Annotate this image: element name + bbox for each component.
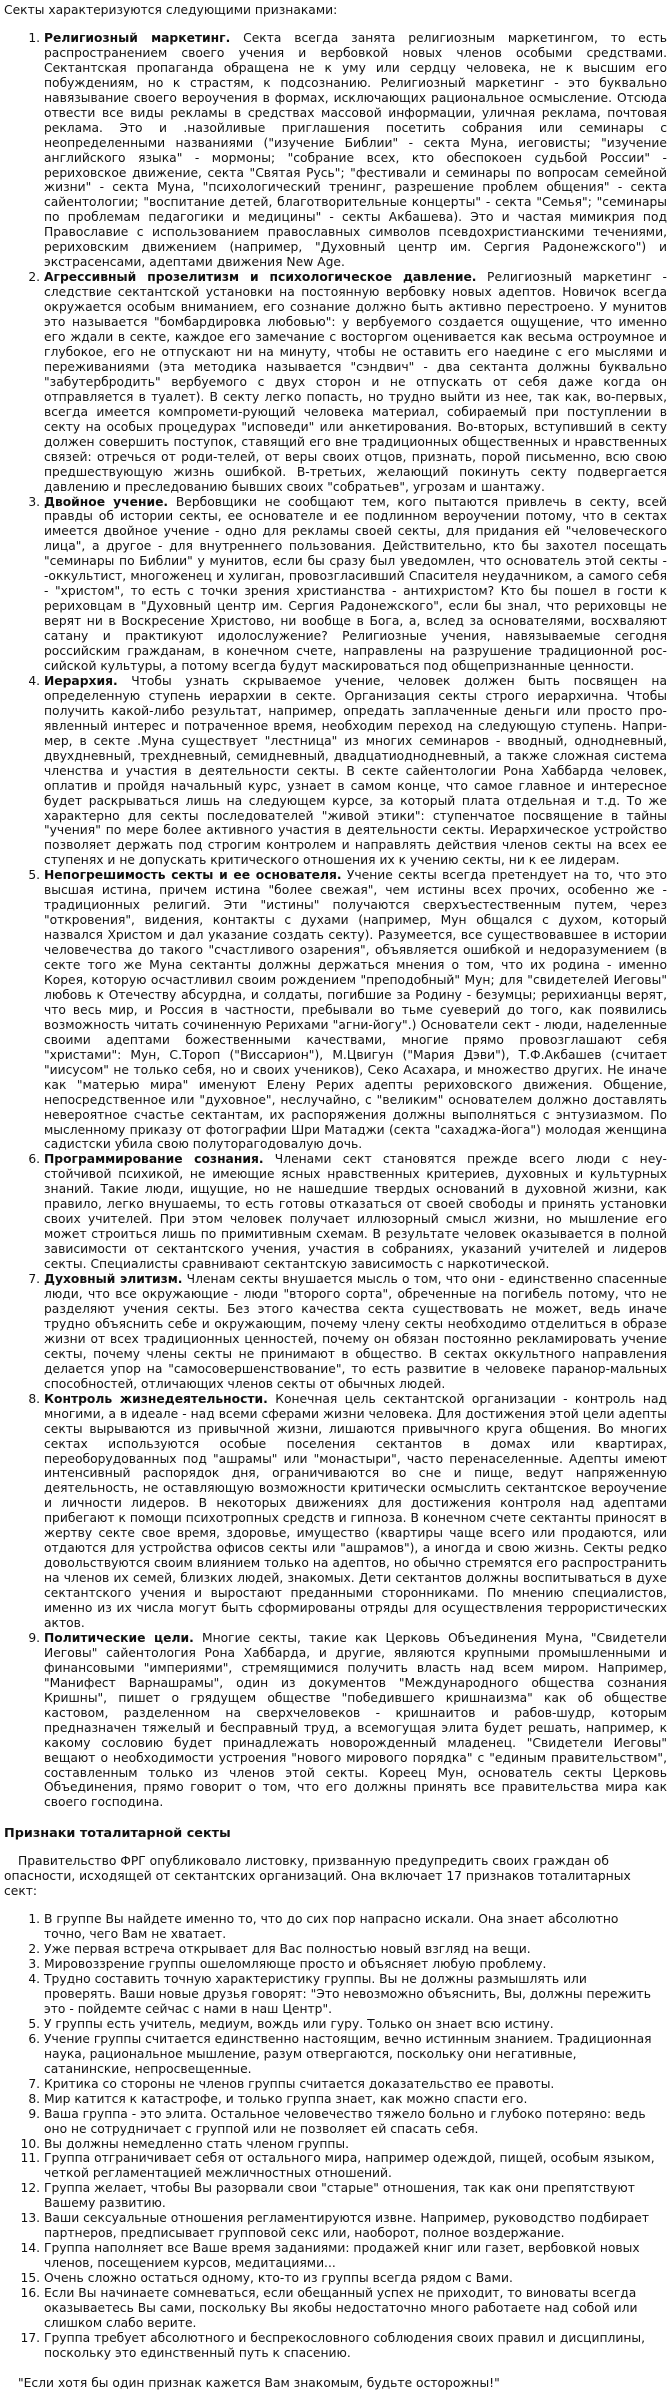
section-intro: Правительство ФРГ опубликовало листовку, призванную предупредить своих граждан об опасности, исходящей от сектантских организаций. Она включает 17 признаков тоталитарных сект: (4, 1854, 631, 1899)
list-item: 12. Группа желает, чтобы Вы разорвали свои "старые" отношения, так как они препятствуют Вашему развитию. (44, 2181, 656, 2211)
list-item (44, 1152, 667, 1272)
intro-text: Секты характеризуются следующими признаками: (4, 3, 338, 17)
list-item (44, 1272, 667, 1392)
item-text: Учение секты всегда претендует на то, что это высшая истина, причем истина "более свежая", чем истины всех прочих, особенно же - традиционных религий. Эти "истины" получаются сверхъестественным путем, через "откровения", видения, контакты с духами (например, Мун общался с духом, который назвался Христом и дал указание создать секту). Разумеется, все существовавшее в истории человечества до такого "счастливого озарения", объявляется ошибкой и недоразумением (в секте того же Муна сектанты должны держаться мнения о том, что их родина - именно Корея, которую осчастливил своим рождением "преподобный" Мун; для "свидетелей Иеговы" любовь к Отечеству абсурдна, и солдаты, погибшие за Родину - безумцы; рерихианцы верят, что весь мир, и Россия в частности, пребывали во тьме суеверий до того, как появились возможность читать сочиненную Рерихами "агни-йогу".) Основатели сект - люди, наделенные своими адептами божественными качествами, многие прямо провозглашают себя "христами": Мун, С.Тороп ("Виссарион"), М.Цвигун ("Мария Дэви"), Т.Ф.Акбашев (считает "иисусом" не только себя, но и своих учеников), Секо Асахара, и множество других. Не иначе как "матерью мира" именуют Елену Рерих адепты рериховского движения. Общение, непосредственное или "духовное", неслучайно, с "великим" основателем должно доставлять невероятное счастье сектантам, их распоряжения должны выполняться с энтузиазмом. По мысленному приказу от фотографии Шри Матаджи (секта "сахаджа-йога") молодая женщина садистски убила свою полуторагодовалую дочь. (44, 868, 667, 1152)
item-title: Политические цели. (44, 1630, 194, 1645)
section-title: Признаки тоталитарной секты (4, 1826, 231, 1842)
list-item: 3. Мировоззрение группы ошеломляюще просто и объясняет любую проблему. (44, 1957, 656, 1972)
item-title: Непогрешимость секты и ее основателя. (44, 868, 342, 883)
list-item (44, 270, 667, 494)
item-text: Конечная цель сектантской организации - контроль над многими, а в идеале - над всеми сферами жизни человека. Для достижения этой цели адепты секты вырываются из привычной жизни, лишаются привычного круга общения. Во многих сектах используются особые поселения сектантов в домах или квартирах, переоборудованных под "ашрамы" или "монастыри", часто перенаселенные. Адепты имеют интенсивный распорядок дня, ограничиваются во сне и пище, ведут напряженную деятельность, не оставляющую возможности критически осмыслить сектантское вероучение и личности лидеров. В некоторых движениях для достижения контроля над адептами прибегают к помощи психотропных средств и гипноза. В конечном счете сектанты приносят в жертву секте свое время, здоровье, имущество (квартиры чаще всего или продаются, или отдаются для устройства офисов секты или "ашрамов"), а иногда и свою жизнь. Секты редко довольствуются своим влиянием только на адептов, но обычно стремятся его распространить на членов их семей, близких людей, знакомых. Дети сектантов должны воспитываться в духе сектантского учения и выростают преданными сторонниками. По мнению специалистов, именно из их числа могут быть сформированы отряды для осуществления террористических актов. (44, 1391, 667, 1630)
item-text: Религиозный маркетинг - следствие сектантской установки на постоянную вербовку новых адептов. Новичок всегда окружается особым вниманием, его сознание должно быть активно перестроено. У мунитов это называется "бомбардировка любовью": у вербуемого создается ощущение, что именно его ждали в секте, каждое его замечание с восторгом оценивается как весьма остроумное и глубокое, его не отпускают ни на минуту, чтобы не оставить его наедине с его мыслями и переживаниями (эта методика называется "сэндвич" - два сектанта должны буквально "забутербродить" вербуемого с двух сторон и не отпускать от себя даже когда он отправляется в туалет). В секту легко попасть, но трудно выйти из нее, так как, во-первых, всегда имеется компромети-рующий человека материал, собираемый при поступлении в секту на особых процедурах "исповеди" или анкетирования. Во-вторых, вступивший в секту должен совершить поступок, ставящий его вне традиционных общественных и нравственных связей: отречься от роди-телей, от веры своих отцов, признать, порой письменно, всю свою предшествующую жизнь ошибкой. В-третьих, желающий покинуть секту подвергается давлению и преследованию бывших своих "собратьев", угрозам и шантажу. (44, 270, 667, 494)
list-item (44, 495, 667, 674)
item-title: Духовный элитизм. (44, 1272, 183, 1287)
item-text: Вербовщики не сообщают тем, кого пытаются привлечь в секту, всей правды об истории секты, ее основателе и ее подлинном вероучении потому, что в сектах имеется двойное учение - одно для рекламы своей секты, для придания ей "человеческого лица", а другое - для внутреннего пользования. Действительно, кто бы захотел посещать "семинары по Библии" у мунитов, если бы сразу был уведомлен, что основатель этой секты - -оккультист, многоженец и хулиган, провозгласивший Спасителя неудачником, а самого себя - "христом", то есть с точки зрения христианства - антихристом? Кто бы пошел в гости к рериховцам в "Духовный центр им. Сергия Радонежского", если бы знал, что рериховцы не верят ни в Воскресение Христово, ни вообще в Бога, а, вслед за основателями, восхваляют сатану и практикуют идолослужение? Религиозные учения, навязываемые сегодня российским гражданам, в конечном счете, направлены на разрушение традиционной рос-сийской культуры, а потому всегда будут маскироваться под общепризнанные ценности. (44, 494, 667, 673)
list-item: 5. У группы есть учитель, медиум, вождь или гуру. Только он знает всю истину. (44, 2017, 656, 2032)
list-item: 7. Критика со стороны не членов группы считается доказательство ее правоты. (44, 2077, 656, 2092)
list-item: 10. Вы должны немедленно стать членом группы. (44, 2137, 656, 2152)
list-item: 17. Группа требует абсолютного и беспрекословного соблюдения своих правил и дисциплины, поскольку это единственный путь к спасению. (44, 2331, 656, 2361)
list-item: 1. В группе Вы найдете именно то, что до сих пор напрасно искали. Она знает абсолютно точно, чего Вам не хватает. (44, 1912, 656, 1942)
signs-list (4, 1912, 656, 2361)
list-item: 16. Если Вы начинаете сомневаться, если обещанный успех не приходит, то виноваты всегда оказываетесь Вы сами, поскольку Вы якобы недостаточно много работаете над собой или слишком слабо верите. (44, 2286, 656, 2331)
features-list (4, 31, 667, 1810)
list-item: 9. Ваша группа - это элита. Остальное человечество тяжело больно и глубоко потеряно: ведь оно не сотрудничает с группой или не позволяет ей спасать себя. (44, 2107, 656, 2137)
item-title: Двойное учение. (44, 494, 169, 509)
list-item (44, 868, 667, 1152)
list-item (44, 1631, 667, 1810)
item-title: Контроль жизнедеятельности. (44, 1391, 268, 1406)
item-text: Чтобы узнать скрываемое учение, человек должен быть посвящен на определенную ступень иерархии в секте. Организация секты строго иерархична. Чтобы получить какой-либо результат, например, опредать заплаченные деньги или просто про-явленный интерес и потраченное время, необходим переход на следующую ступень. Напри-мер, в секте .Муна существует "лестница" из многих семинаров - вводный, однодневный, двухдневный, трехдневный, семидневный, двадцатиоднодневный, а также сложная система членства и участия в деятельности секты. В секте сайентологии Рона Хаббарда человек, оплатив и пройдя начальный курс, узнает в самом конце, что самое главное и интересное будет раскрываться лишь на следующем курсе, за который плата отдельная и т.д. То же характерно для секты последователей "живой этики": ступенчатое посвящение в тайны "учения" по мере более активного участия в деятельности секты. Иерархическое устройство позволяет держать под строгим контролем и направлять действия членов секты на всех ее ступенях и не допускать критического отношения их к учению секты, ни к ее лидерам. (44, 673, 667, 868)
list-item: 11. Группа отграничивает себя от остального мира, например одеждой, пищей, особым языком, четкой регламентацией межличностных отношений. (44, 2151, 656, 2181)
list-item: 6. Учение группы считается единственно настоящим, вечно истинным знанием. Традиционная наука, рациональное мышление, разум отвергаются, поскольку они негативные, сатанинские, непросвещенные. (44, 2032, 656, 2077)
item-text: Членам секты внушается мысль о том, что они - единственно спасенные люди, что все окружающие - люди "второго сорта", обреченные на погибель потому, что не разделяют учения секты. Без этого качества секта существовать не может, ведь иначе трудно объяснить себе и окружающим, почему члену секты необходимо отделиться в образе жизни от всех традиционных ценностей, почему он обязан постоянно рекламировать учение секты, почему члены секты не принимают в общество. В сектах оккультного направления делается упор на "самосовершенствование", то есть развитие в человеке паранор-мальных способностей, отличающих членов секты от обычных людей. (44, 1272, 667, 1391)
item-title: Религиозный маркетинг. (44, 30, 231, 45)
list-item (44, 674, 667, 868)
list-item (44, 31, 667, 270)
item-text: Членами сект становятся прежде всего люди с неу-стойчивой психикой, не имеющие ясных нравственных критериев, духовных и культурных знаний. Такие люди, ищущие, но не нашедшие твердых оснований в духовной жизни, как правило, легко внушаемы, то есть готовы отказаться от своей свободы и принять установки своих учителей. При этом человек получает иллюзорный смысл жизни, но мышление его может строиться лишь по примитивным схемам. В результате человек оказывается в полной зависимости от сектантского учения, участия в собраниях, указаний учителей и лидеров секты. Специалисты сравнивают сектантскую зависимость с наркотической. (44, 1152, 667, 1272)
item-title: Иерархия. (44, 673, 118, 688)
list-item: 13. Ваши сексуальные отношения регламентируются извне. Например, руководство подбирает партнеров, предписывает групповой секс или, наоборот, полное воздержание. (44, 2211, 656, 2241)
list-item: 8. Мир катится к катастрофе, и только группа знает, как можно спасти его. (44, 2092, 656, 2107)
item-text: Многие секты, такие как Церковь Объединения Муна, "Свидетели Иеговы" сайентология Рона Хаббарда, и другие, являются крупными промышленными и финансовыми "империями", стремящимися получить власть над всем миром. Например, "Манифест Варнашрамы", один из документов "Международного общества сознания Кришны", пишет о грядущем обществе "победившего кришнаизма" как об обществе кастовом, разделенном на сверхчеловеков - кришнаитов и рабов-шудр, которым предназначен тяжелый и бесправный труд, а всемогущая элита будет решать, например, к какому сословию будет принадлежать новорожденный младенец. "Свидетели Иеговы" вещают о необходимости устроения "нового мирового порядка" с "единым правительством", составленным только из членов этой секты. Кореец Мун, основатель секты Церковь Объединения, прямо говорит о том, что его должны принять все правительства мира как своего господина. (44, 1630, 667, 1810)
item-title: Программирование сознания. (44, 1152, 264, 1167)
closing-quote: "Если хотя бы один признак кажется Вам знакомым, будьте осторожны!" (18, 2375, 500, 2390)
item-title: Агрессивный прозелитизм и психологическое давление. (44, 270, 477, 285)
list-item: 2. Уже первая встреча открывает для Вас полностью новый взгляд на вещи. (44, 1942, 656, 1957)
list-item: 14. Группа наполняет все Ваше время заданиями: продажей книг или газет, вербовкой новых членов, посещением курсов, медитациями... (44, 2241, 656, 2271)
item-text: Секта всегда занята религиозным маркетингом, то есть распространением своего учения и вербовкой новых членов особыми средствами. Сектантская пропаганда обращена не к уму или сердцу человека, не к высшим его побуждениям, но к страстям, к подсознанию. Религиозный маркетинг - это буквально навязывание своего вероучения в формах, исключающих рациональное осмысление. Отсюда отвести все виды рекламы в средствах массовой информации, уличная реклама, почтовая реклама. Это и .назойливые приглашения посетить собрания или семинары с неопределенными названиями ("изучение Библии" - секта Муна, иеговисты; "изучение английского языка" - мормоны; "собрание всех, кто обеспокоен судьбой России" - рериховское движение, секта "Святая Русь"; "фестивали и семинары по вопросам семейной жизни" - секта Муна, "психологический тренинг, разрешение проблем общения" - секта сайентологии; "воспитание детей, благотворительные концерты" - секта "Семья"; "семинары по проблемам педагогики и медицины" - секты Акбашева). Это и частая мимикрия под Православие с использованием православных символов псевдохристианскими течениями, рериховским движением (например, "Духовный центр им. Сергия Радонежского") и экстрасенсами, адептами движения New Age. (44, 30, 667, 270)
list-item (44, 1392, 667, 1631)
list-item: 15. Очень сложно остаться одному, кто-то из группы всегда рядом с Вами. (44, 2271, 656, 2286)
list-item: 4. Трудно составить точную характеристику группы. Вы не должны размышлять или проверять. Ваши новые друзья говорят: "Это невозможно объяснить, Вы, должны пережить это - пойдемте сейчас с нами в наш Центр". (44, 1972, 656, 2017)
